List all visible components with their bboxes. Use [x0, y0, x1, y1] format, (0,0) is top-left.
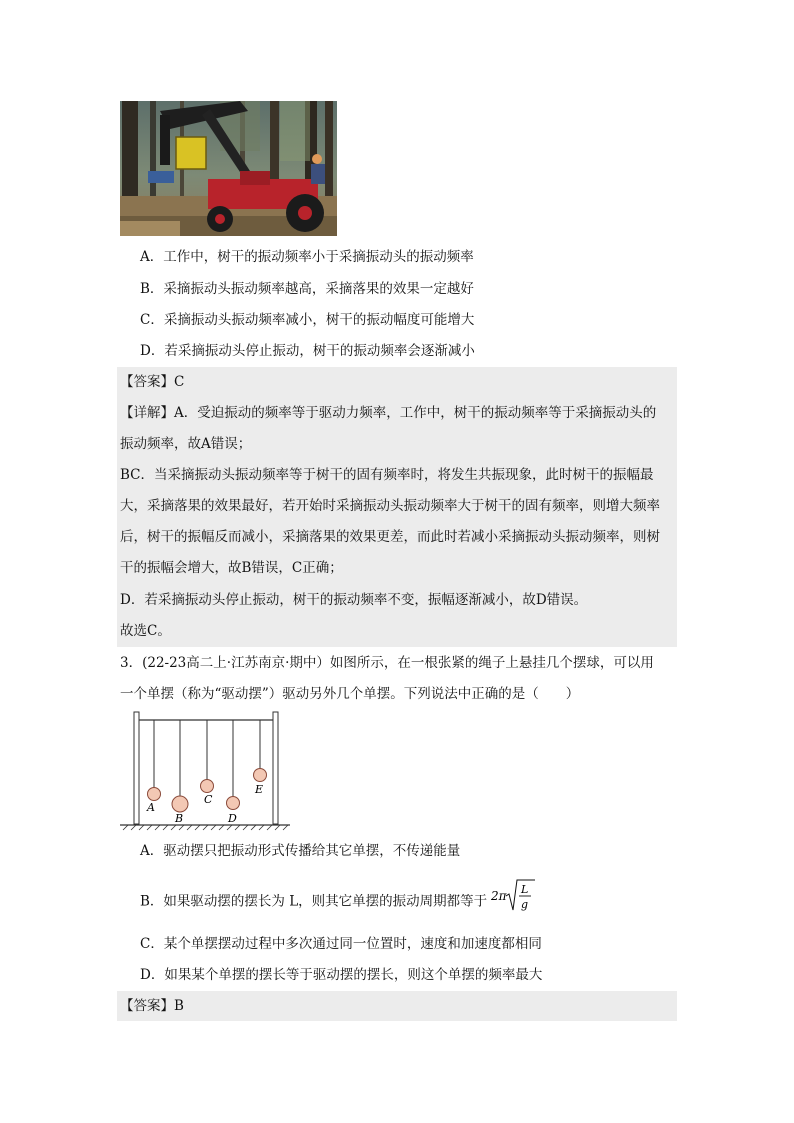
- q3-option-a: A．驱动摆只把振动形式传播给其它单摆，不传递能量: [140, 843, 461, 859]
- q2-option-d: D．若采摘振动头停止振动，树干的振动频率会逐渐减小: [140, 343, 475, 359]
- pendulum-diagram: [120, 708, 290, 832]
- q2-analysis-line: 故选C。: [120, 623, 171, 639]
- q2-analysis-line: 后，树干的振幅反而减小，采摘落果的效果更差，而此时若减小采摘振动头振动频率，则树: [120, 529, 660, 545]
- q2-analysis-line: 【详解】A．受迫振动的频率等于驱动力频率，工作中，树干的振动频率等于采摘振动头的: [120, 405, 657, 421]
- pendulum-ball-c: [201, 780, 214, 793]
- q2-analysis-line: 振动频率，故A错误；: [120, 436, 252, 452]
- tree-shaker-photo: [120, 101, 337, 236]
- pendulum-ball-d: [227, 797, 240, 810]
- q3-option-d: D．如果某个单摆的摆长等于驱动摆的摆长，则这个单摆的频率最大: [140, 967, 543, 983]
- period-formula: [491, 876, 537, 916]
- pendulum-ball-e: [254, 769, 267, 782]
- pendulum-label-e: E: [255, 783, 264, 796]
- pendulum-ball-b: [172, 796, 188, 812]
- pendulum-label-b: B: [175, 812, 184, 825]
- q2-answer: 【答案】C: [120, 374, 185, 390]
- q3-option-c: C．某个单摆摆动过程中多次通过同一位置时，速度和加速度都相同: [140, 936, 542, 952]
- q2-analysis-line: 大，采摘落果的效果最好，若开始时采摘振动头振动频率大于树干的固有频率，则增大频率: [120, 498, 660, 514]
- pendulum-label-a: A: [147, 801, 155, 814]
- q2-option-b: B．采摘振动头振动频率越高，采摘落果的效果一定越好: [140, 281, 474, 297]
- q3-stem-line: 一个单摆（称为“驱动摆”）驱动另外几个单摆。下列说法中正确的是（ ）: [120, 686, 580, 702]
- svg-text:L: L: [521, 883, 529, 896]
- q2-option-a: A．工作中，树干的振动频率小于采摘振动头的振动频率: [140, 249, 474, 265]
- q3-option-b: [140, 883, 537, 916]
- q3-option-b-text: B．如果驱动摆的摆长为 L，则其它单摆的振动周期都等于: [140, 893, 488, 910]
- q3-stem-line: 3．(22-23高二上·江苏南京·期中）如图所示，在一根张紧的绳子上悬挂几个摆球，可以用: [120, 655, 654, 671]
- q2-analysis-line: D．若采摘振动头停止振动，树干的振动频率不变，振幅逐渐减小，故D错误。: [120, 592, 588, 608]
- q2-analysis-line: 干的振幅会增大，故B错误，C正确；: [120, 560, 343, 576]
- q2-option-c: C．采摘振动头振动频率减小，树干的振动幅度可能增大: [140, 312, 475, 328]
- pendulum-ball-a: [148, 788, 161, 801]
- svg-text:g: g: [521, 898, 529, 911]
- q3-answer: 【答案】B: [120, 998, 184, 1014]
- pendulum-label-d: D: [228, 812, 237, 825]
- q2-analysis-line: BC．当采摘振动头振动频率等于树干的固有频率时，将发生共振现象，此时树干的振幅最: [120, 467, 654, 483]
- pendulum-label-c: C: [204, 793, 213, 806]
- svg-text:2π: 2π: [491, 889, 508, 903]
- q3-answer-block: [117, 991, 677, 1021]
